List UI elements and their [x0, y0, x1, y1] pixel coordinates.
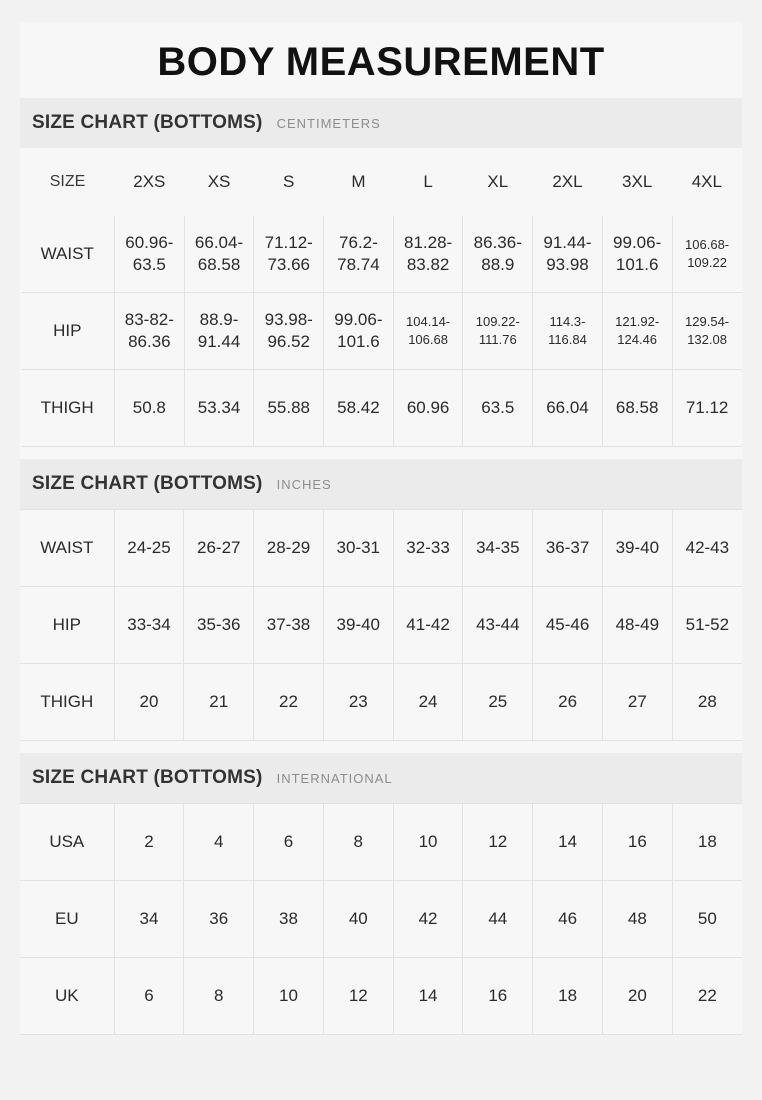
cell-uk-5: 14	[393, 958, 463, 1035]
section-title-international: SIZE CHART (BOTTOMS)	[32, 767, 263, 788]
cell-hip-s-in: 37-38	[254, 587, 324, 664]
row-label-hip-in: HIP	[20, 587, 114, 664]
cell-thigh-3xl-cm: 68.58	[602, 370, 672, 447]
cell-uk-2: 8	[184, 958, 254, 1035]
cell-waist-m-cm: 76.2-78.74	[324, 216, 394, 293]
table-row	[21, 370, 742, 447]
table-row	[20, 958, 742, 1035]
section-header-inches	[20, 459, 742, 509]
cell-waist-s-in: 28-29	[254, 510, 324, 587]
row-label-thigh-cm: THIGH	[21, 370, 115, 447]
cell-eu-8: 48	[602, 881, 672, 958]
cell-thigh-4xl-in: 28	[672, 664, 742, 741]
cell-uk-1: 6	[114, 958, 184, 1035]
row-label-eu: EU	[20, 881, 114, 958]
cell-hip-xl-cm: 109.22-111.76	[463, 293, 533, 370]
row-label-thigh-in: THIGH	[20, 664, 114, 741]
cell-thigh-l-cm: 60.96	[393, 370, 463, 447]
cell-thigh-xl-in: 25	[463, 664, 533, 741]
section-unit-inches: INCHES	[276, 477, 332, 492]
cell-thigh-2xl-in: 26	[533, 664, 603, 741]
cell-hip-4xl-cm: 129.54-132.08	[672, 293, 742, 370]
cell-eu-6: 44	[463, 881, 533, 958]
section-spacer	[20, 741, 742, 753]
cell-waist-2xl-in: 36-37	[533, 510, 603, 587]
cell-hip-2xl-cm: 114.3-116.84	[533, 293, 603, 370]
section-unit-centimeters: CENTIMETERS	[276, 116, 381, 131]
cell-hip-2xl-in: 45-46	[533, 587, 603, 664]
cell-waist-4xl-in: 42-43	[672, 510, 742, 587]
cell-thigh-2xs-in: 20	[114, 664, 184, 741]
cell-waist-s-cm: 71.12-73.66	[254, 216, 324, 293]
cell-waist-2xs-in: 24-25	[114, 510, 184, 587]
cell-thigh-4xl-cm: 71.12	[672, 370, 742, 447]
cell-waist-2xl-cm: 91.44-93.98	[533, 216, 603, 293]
cell-waist-m-in: 30-31	[323, 510, 393, 587]
section-title-inches: SIZE CHART (BOTTOMS)	[32, 473, 263, 494]
column-header-3xl: 3XL	[602, 149, 672, 216]
cell-eu-2: 36	[184, 881, 254, 958]
cell-thigh-m-in: 23	[323, 664, 393, 741]
table-international	[20, 803, 742, 1035]
cell-usa-7: 14	[533, 804, 603, 881]
column-header-2xs: 2XS	[115, 149, 185, 216]
cell-usa-9: 18	[672, 804, 742, 881]
cell-eu-7: 46	[533, 881, 603, 958]
page-title: BODY MEASUREMENT	[157, 40, 605, 84]
cell-hip-2xs-cm: 83-82-86.36	[115, 293, 185, 370]
cell-uk-8: 20	[602, 958, 672, 1035]
row-label-hip-cm: HIP	[21, 293, 115, 370]
cell-uk-6: 16	[463, 958, 533, 1035]
cell-uk-7: 18	[533, 958, 603, 1035]
cell-thigh-s-cm: 55.88	[254, 370, 324, 447]
cell-usa-2: 4	[184, 804, 254, 881]
table-row	[20, 510, 742, 587]
cell-usa-8: 16	[602, 804, 672, 881]
column-header-xl: XL	[463, 149, 533, 216]
cell-usa-6: 12	[463, 804, 533, 881]
size-chart-sheet	[20, 22, 742, 1035]
cell-waist-xl-in: 34-35	[463, 510, 533, 587]
cell-waist-l-in: 32-33	[393, 510, 463, 587]
cell-thigh-s-in: 22	[254, 664, 324, 741]
row-label-waist-cm: WAIST	[21, 216, 115, 293]
cell-hip-s-cm: 93.98-96.52	[254, 293, 324, 370]
cell-waist-2xs-cm: 60.96-63.5	[115, 216, 185, 293]
cell-eu-4: 40	[323, 881, 393, 958]
section-title-centimeters: SIZE CHART (BOTTOMS)	[32, 112, 263, 133]
cell-hip-xs-cm: 88.9-91.44	[184, 293, 254, 370]
cell-thigh-l-in: 24	[393, 664, 463, 741]
column-header-4xl: 4XL	[672, 149, 742, 216]
section-unit-international: INTERNATIONAL	[276, 771, 393, 786]
document-title-bar	[20, 22, 742, 98]
table-centimeters	[20, 148, 742, 447]
cell-usa-1: 2	[114, 804, 184, 881]
table-header-row-centimeters	[21, 149, 742, 216]
table-row	[20, 664, 742, 741]
cell-waist-4xl-cm: 106.68-109.22	[672, 216, 742, 293]
cell-hip-xs-in: 35-36	[184, 587, 254, 664]
cell-waist-xl-cm: 86.36-88.9	[463, 216, 533, 293]
cell-uk-3: 10	[254, 958, 324, 1035]
cell-eu-9: 50	[672, 881, 742, 958]
cell-thigh-m-cm: 58.42	[324, 370, 394, 447]
table-row	[20, 587, 742, 664]
cell-thigh-2xs-cm: 50.8	[115, 370, 185, 447]
cell-uk-4: 12	[323, 958, 393, 1035]
section-header-centimeters	[20, 98, 742, 148]
section-spacer	[20, 447, 742, 459]
cell-usa-5: 10	[393, 804, 463, 881]
table-row	[21, 293, 742, 370]
cell-hip-3xl-in: 48-49	[602, 587, 672, 664]
cell-thigh-2xl-cm: 66.04	[533, 370, 603, 447]
cell-hip-4xl-in: 51-52	[672, 587, 742, 664]
cell-waist-xs-cm: 66.04-68.58	[184, 216, 254, 293]
cell-thigh-3xl-in: 27	[602, 664, 672, 741]
cell-eu-3: 38	[254, 881, 324, 958]
column-header-2xl: 2XL	[533, 149, 603, 216]
column-header-size: SIZE	[21, 149, 115, 216]
cell-hip-m-in: 39-40	[323, 587, 393, 664]
column-header-l: L	[393, 149, 463, 216]
cell-waist-3xl-in: 39-40	[602, 510, 672, 587]
section-header-international	[20, 753, 742, 803]
table-inches	[20, 509, 742, 741]
cell-thigh-xs-cm: 53.34	[184, 370, 254, 447]
cell-thigh-xs-in: 21	[184, 664, 254, 741]
cell-waist-3xl-cm: 99.06-101.6	[602, 216, 672, 293]
cell-hip-l-in: 41-42	[393, 587, 463, 664]
cell-uk-9: 22	[672, 958, 742, 1035]
cell-usa-4: 8	[323, 804, 393, 881]
cell-hip-3xl-cm: 121.92-124.46	[602, 293, 672, 370]
cell-hip-m-cm: 99.06-101.6	[324, 293, 394, 370]
column-header-s: S	[254, 149, 324, 216]
row-label-uk: UK	[20, 958, 114, 1035]
table-row	[20, 881, 742, 958]
cell-usa-3: 6	[254, 804, 324, 881]
cell-eu-1: 34	[114, 881, 184, 958]
cell-thigh-xl-cm: 63.5	[463, 370, 533, 447]
cell-hip-xl-in: 43-44	[463, 587, 533, 664]
table-inches-wrap	[20, 509, 742, 741]
row-label-usa: USA	[20, 804, 114, 881]
table-international-wrap	[20, 803, 742, 1035]
column-header-xs: XS	[184, 149, 254, 216]
cell-waist-xs-in: 26-27	[184, 510, 254, 587]
cell-eu-5: 42	[393, 881, 463, 958]
table-row	[21, 216, 742, 293]
row-label-waist-in: WAIST	[20, 510, 114, 587]
column-header-m: M	[324, 149, 394, 216]
table-row	[20, 804, 742, 881]
cell-hip-l-cm: 104.14-106.68	[393, 293, 463, 370]
cell-waist-l-cm: 81.28-83.82	[393, 216, 463, 293]
table-centimeters-wrap	[20, 148, 742, 447]
cell-hip-2xs-in: 33-34	[114, 587, 184, 664]
